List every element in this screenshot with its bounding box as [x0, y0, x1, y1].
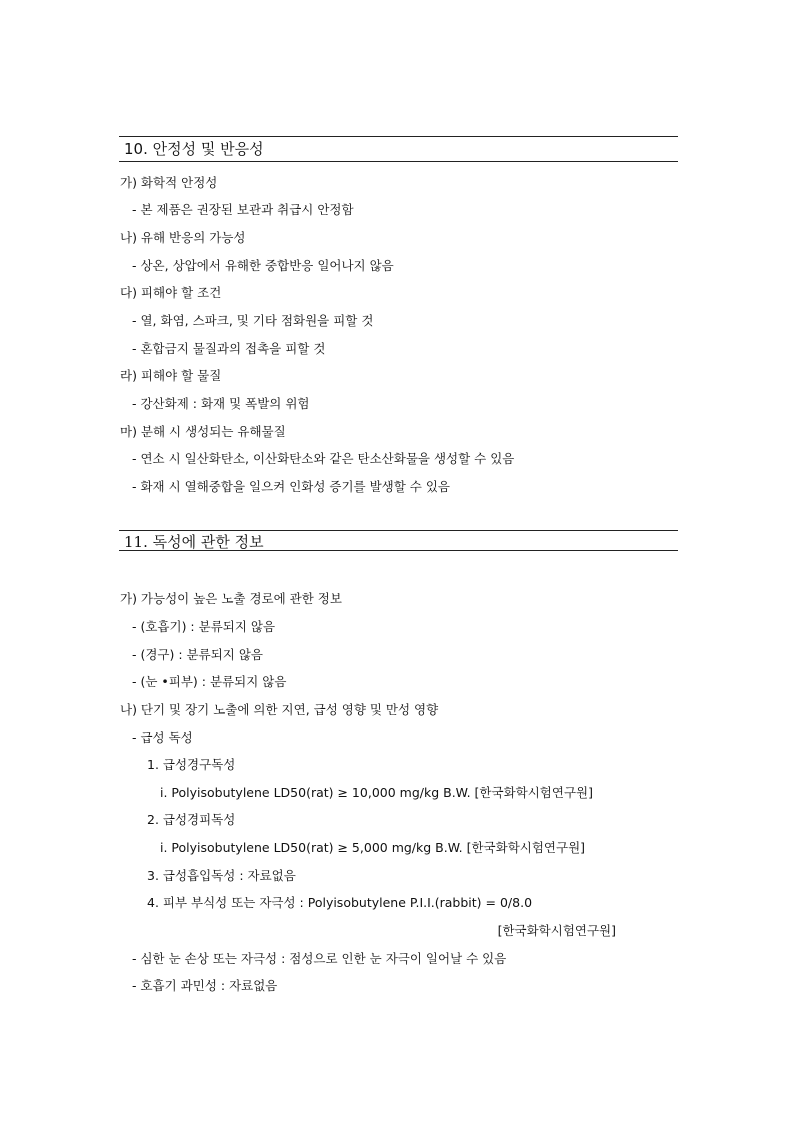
item-e-detail-2: - 화재 시 열해중합을 일으켜 인화성 증기를 발생할 수 있음 — [132, 479, 450, 494]
item-a-detail: - 본 제품은 권장된 보관과 취급시 안정함 — [132, 202, 354, 217]
serious-eye-damage: - 심한 눈 손상 또는 자극성 : 점성으로 인한 눈 자극이 일어날 수 있음 — [132, 951, 507, 966]
skin-corrosion-source: [한국화학시험연구원] — [497, 923, 616, 938]
acute-dermal-heading: 2. 급성경피독성 — [147, 812, 236, 827]
acute-oral-value: i. Polyisobutylene LD50(rat) ≥ 10,000 mg/kg B.W. [한국화학시험연구원] — [160, 785, 593, 800]
item-c-heading: 다) 피해야 할 조건 — [120, 285, 222, 300]
skin-corrosion: 4. 피부 부식성 또는 자극성 : Polyisobutylene P.I.I.(rabbit) = 0/8.0 — [147, 895, 533, 910]
acute-toxicity-heading: - 급성 독성 — [132, 730, 193, 745]
item-c-detail-2: - 혼합금지 물질과의 접촉을 피할 것 — [132, 341, 326, 356]
section-10-title: 10. 안정성 및 반응성 — [124, 140, 264, 158]
tox-a-eye-skin: - (눈 •피부) : 분류되지 않음 — [132, 674, 287, 689]
item-b-detail: - 상온, 상압에서 유해한 중합반응 일어나지 않음 — [132, 258, 394, 273]
item-d-detail: - 강산화제 : 화재 및 폭발의 위험 — [132, 396, 310, 411]
respiratory-sensitization: - 호흡기 과민성 : 자료없음 — [132, 978, 278, 993]
tox-a-respiratory: - (호흡기) : 분류되지 않음 — [132, 619, 276, 634]
tox-b-heading: 나) 단기 및 장기 노출에 의한 지연, 급성 영향 및 만성 영향 — [120, 702, 439, 717]
acute-oral-heading: 1. 급성경구독성 — [147, 757, 236, 772]
tox-a-heading: 가) 가능성이 높은 노출 경로에 관한 정보 — [120, 591, 342, 606]
section-10-bottom-rule — [119, 161, 678, 162]
item-a-heading: 가) 화학적 안정성 — [120, 175, 218, 190]
section-10-top-rule — [119, 136, 678, 137]
section-11-top-rule — [119, 530, 678, 531]
item-e-detail-1: - 연소 시 일산화탄소, 이산화탄소와 같은 탄소산화물을 생성할 수 있음 — [132, 451, 515, 466]
item-c-detail-1: - 열, 화염, 스파크, 및 기타 점화원을 피할 것 — [132, 313, 374, 328]
item-d-heading: 라) 피해야 할 물질 — [120, 368, 222, 383]
acute-dermal-value: i. Polyisobutylene LD50(rat) ≥ 5,000 mg/kg B.W. [한국화학시험연구원] — [160, 840, 586, 855]
tox-a-oral: - (경구) : 분류되지 않음 — [132, 647, 263, 662]
acute-inhalation: 3. 급성흡입독성 : 자료없음 — [147, 868, 296, 883]
section-11-bottom-rule — [119, 550, 678, 551]
item-e-heading: 마) 분해 시 생성되는 유해물질 — [120, 424, 286, 439]
section-11-title: 11. 독성에 관한 정보 — [124, 533, 264, 551]
item-b-heading: 나) 유해 반응의 가능성 — [120, 230, 246, 245]
